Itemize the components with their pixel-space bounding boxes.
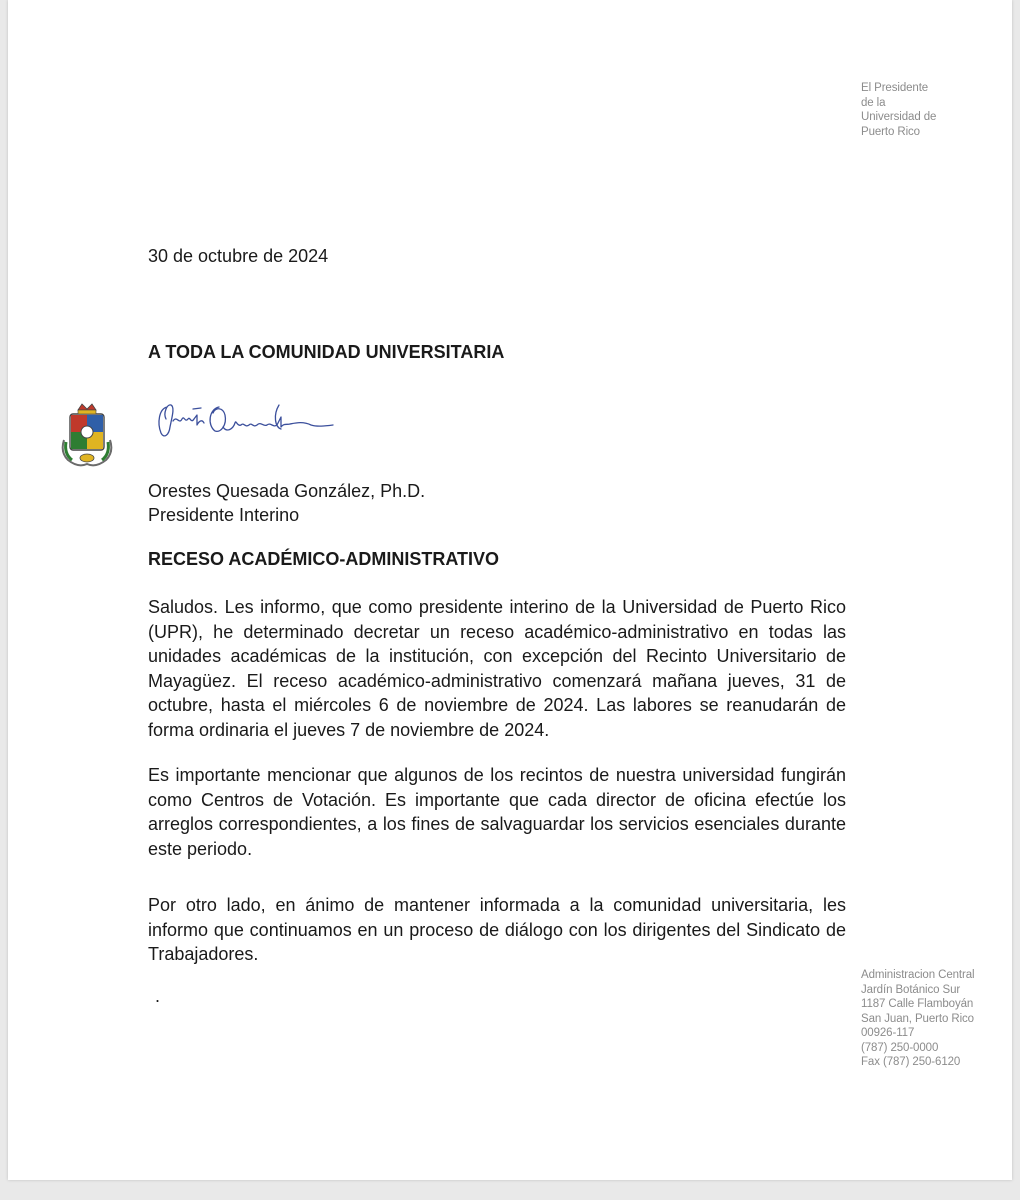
body-paragraph-1: Saludos. Les informo, que como presidente interino de la Universidad de Puerto Rico (UPR), he determinado decretar un receso académico-administrativo en todas las unidades académicas de la institución, con excepción del Recinto Universitario de Mayagüez. El receso académico-administrativo comenzará mañana jueves, 31 de octubre, hasta el miércoles 6 de noviembre de 2024. Las labores se reanudarán de forma ordinaria el jueves 7 de noviembre de 2024. (148, 597, 846, 740)
letterhead-president (861, 81, 936, 139)
body-paragraph-2: Es importante mencionar que algunos de los recintos de nuestra universidad fungirán como Centros de Votación. Es importante que cada director de oficina efectúe los arreglos correspondientes, a los fines de salvaguardar los servicios esenciales durante este periodo. (148, 765, 846, 859)
body-paragraph-3: Por otro lado, en ánimo de mantener informada a la comunidad universitaria, les informo que continuamos en un proceso de diálogo con los dirigentes del Sindicato de Trabajadores. (148, 895, 846, 964)
letterhead-address (861, 968, 975, 1070)
address-line: 1187 Calle Flamboyán (861, 998, 974, 1010)
trailing-mark: . (155, 986, 161, 1006)
signer-title: Presidente Interino (148, 505, 300, 525)
letterhead-line: El Presidente (861, 82, 929, 94)
letterhead-line: Puerto Rico (861, 125, 920, 138)
signature-image (153, 395, 353, 445)
address-line: 00926-117 (861, 1027, 915, 1039)
address-line: (787) 250-0000 (861, 1041, 939, 1054)
signer-name: Orestes Quesada González, Ph.D. (148, 481, 426, 501)
subject-heading: RECESO ACADÉMICO-ADMINISTRATIVO (148, 549, 499, 569)
address-line: Fax (787) 250-6120 (861, 1056, 961, 1068)
letter-date: 30 de octubre de 2024 (148, 246, 329, 266)
address-line: San Juan, Puerto Rico (861, 1012, 974, 1025)
letter-page (8, 0, 1012, 1180)
address-line: Administracion Central (861, 969, 975, 981)
address-line: Jardín Botánico Sur (861, 983, 961, 996)
signer-block (148, 479, 425, 527)
letterhead-line: de la (861, 96, 886, 109)
university-seal-icon (58, 400, 116, 468)
letterhead-line: Universidad de (861, 111, 937, 123)
salutation: A TODA LA COMUNIDAD UNIVERSITARIA (148, 342, 505, 362)
